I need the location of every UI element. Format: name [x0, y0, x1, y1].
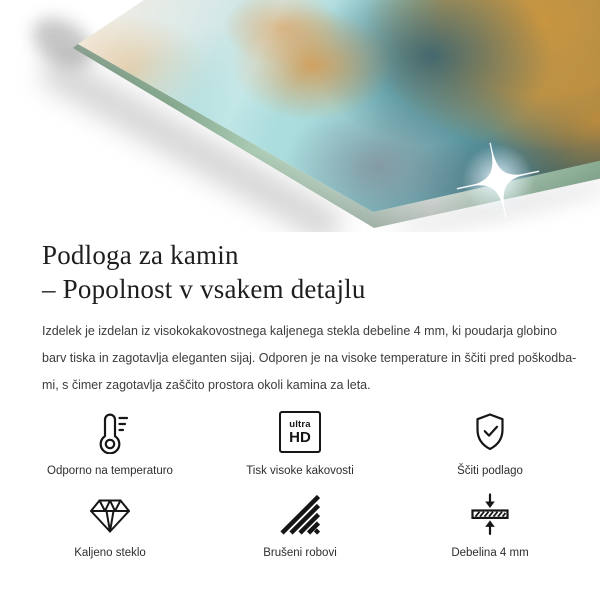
feature-label: Kaljeno steklo: [74, 547, 146, 559]
feature-label: Brušeni robovi: [263, 547, 337, 559]
page-title-line-2: – Popolnost v vsakem detajlu: [42, 274, 366, 304]
feature-tempered-glass: [15, 491, 205, 559]
shield-check-icon: [468, 409, 512, 455]
feature-temperature-resistant: [15, 409, 205, 477]
thermometer-icon: [88, 409, 132, 455]
intro-paragraph: [42, 318, 577, 399]
feature-thickness: [395, 491, 585, 559]
feature-label: Ščiti podlago: [457, 465, 523, 477]
feature-print-quality: [205, 409, 395, 477]
hero-product-image: [0, 0, 600, 232]
intro-line: barv tiska in zagotavlja eleganten sijaj. Odporen je na visoke temperature in ščiti pred poškodba-: [42, 351, 577, 365]
feature-label: Tisk visoke kakovosti: [246, 465, 354, 477]
page-title: [42, 238, 570, 306]
ultra-hd-icon: [279, 409, 321, 455]
intro-line: Izdelek je izdelan iz visokokakovostnega kaljenega stekla debeline 4 mm, ki poudarja globino: [42, 324, 557, 338]
thickness-icon: [468, 491, 512, 537]
ultra-hd-icon-text-top: ultra: [289, 418, 311, 430]
diamond-icon: [87, 491, 133, 537]
feature-label: Odporno na temperaturo: [47, 465, 173, 477]
ultra-hd-icon-text-bottom: HD: [289, 428, 311, 446]
features-grid: [0, 409, 600, 559]
page-title-line-1: Podloga za kamin: [42, 240, 239, 270]
feature-polished-edges: [205, 491, 395, 559]
feature-protects-surface: [395, 409, 585, 477]
feature-label: Debelina 4 mm: [451, 547, 529, 559]
product-description-section: [0, 238, 600, 399]
polished-edges-icon: [278, 491, 322, 537]
intro-line: mi, s čimer zagotavlja zaščito prostora okoli kamina za leta.: [42, 378, 371, 392]
